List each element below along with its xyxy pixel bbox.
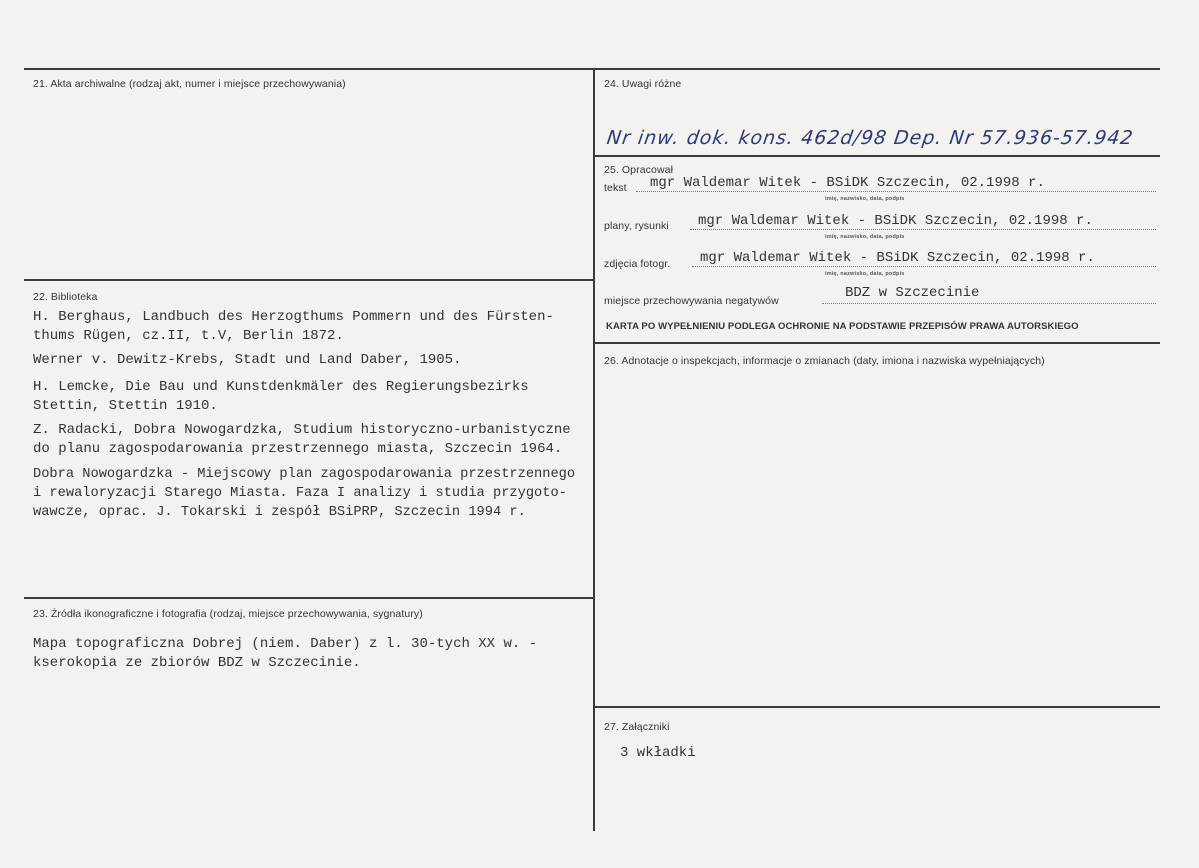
negatives-line	[822, 303, 1156, 304]
bibliography-entry: H. Lemcke, Die Bau und Kunstdenkmäler des Regierungsbezirks Stettin, Stettin 1910.	[33, 379, 529, 414]
author-drawings-hint: imię, nazwisko, data, podpis	[825, 234, 905, 240]
field-21-label: 21. Akta archiwalne (rodzaj akt, numer i miejsce przechowywania)	[33, 78, 346, 90]
bibliography-entry: Z. Radacki, Dobra Nowogardzka, Studium historyczno-urbanistyczne do planu zagospodarowania przestrzennego miasta, Szczecin 1964.	[33, 422, 571, 457]
author-text-value: mgr Waldemar Witek - BSiDK Szczecin, 02.1998 r.	[650, 175, 1045, 191]
top-border	[24, 68, 1160, 70]
author-photos-label: zdjęcia fotogr.	[604, 258, 671, 270]
separator-24-25	[594, 155, 1160, 157]
field-24-label: 24. Uwagi różne	[604, 78, 682, 90]
separator-26-27	[594, 706, 1160, 708]
iconography-text: Mapa topograficzna Dobrej (niem. Daber) z l. 30-tych XX w. - kserokopia ze zbiorów BDZ w Szczecinie.	[33, 636, 538, 671]
attachments-value: 3 wkładki	[620, 745, 696, 761]
negatives-value: BDZ w Szczecinie	[845, 285, 980, 301]
author-drawings-value: mgr Waldemar Witek - BSiDK Szczecin, 02.1998 r.	[698, 213, 1093, 229]
author-text-hint: imię, nazwisko, data, podpis	[825, 196, 905, 202]
separator-25-26	[594, 342, 1160, 344]
field-23-label: 23. Źródła ikonograficzne i fotografia (rodzaj, miejsce przechowywania, sygnatury)	[33, 608, 423, 620]
field-22-label: 22. Biblioteka	[33, 291, 98, 303]
bibliography-entry: H. Berghaus, Landbuch des Herzogthums Pommern und des Fürsten- thums Rügen, cz.II, t.V, Berlin 1872.	[33, 309, 554, 344]
author-photos-value: mgr Waldemar Witek - BSiDK Szczecin, 02.1998 r.	[700, 250, 1095, 266]
copyright-notice: KARTA PO WYPEŁNIENIU PODLEGA OCHRONIE NA PODSTAWIE PRZEPISÓW PRAWA AUTORSKIEGO	[606, 321, 1079, 332]
negatives-label: miejsce przechowywania negatywów	[604, 295, 779, 307]
author-photos-hint: imię, nazwisko, data, podpis	[825, 271, 905, 277]
separator-21-22	[24, 279, 594, 281]
center-divider	[593, 68, 595, 831]
bibliography-entry: Werner v. Dewitz-Krebs, Stadt und Land Daber, 1905.	[33, 352, 462, 368]
author-drawings-label: plany, rysunki	[604, 220, 669, 232]
field-27-label: 27. Załączniki	[604, 721, 670, 733]
field-26-label: 26. Adnotacje o inspekcjach, informacje o zmianach (daty, imiona i nazwiska wypełniających)	[604, 355, 1045, 367]
field-25-label: 25. Opracował	[604, 164, 674, 176]
separator-22-23	[24, 597, 594, 599]
author-text-label: tekst	[604, 182, 627, 194]
bibliography-entry: Dobra Nowogardzka - Miejscowy plan zagospodarowania przestrzennego i rewaloryzacji Starego Miasta. Faza I analizy i studia przygoto- wawcze, oprac. J. Tokarski i zespół BSiPRP, Szczecin 1994 r.	[33, 467, 576, 520]
handwritten-inventory-note: Nr inw. dok. kons. 462d/98 Dep. Nr 57.936-57.942	[605, 127, 1136, 149]
